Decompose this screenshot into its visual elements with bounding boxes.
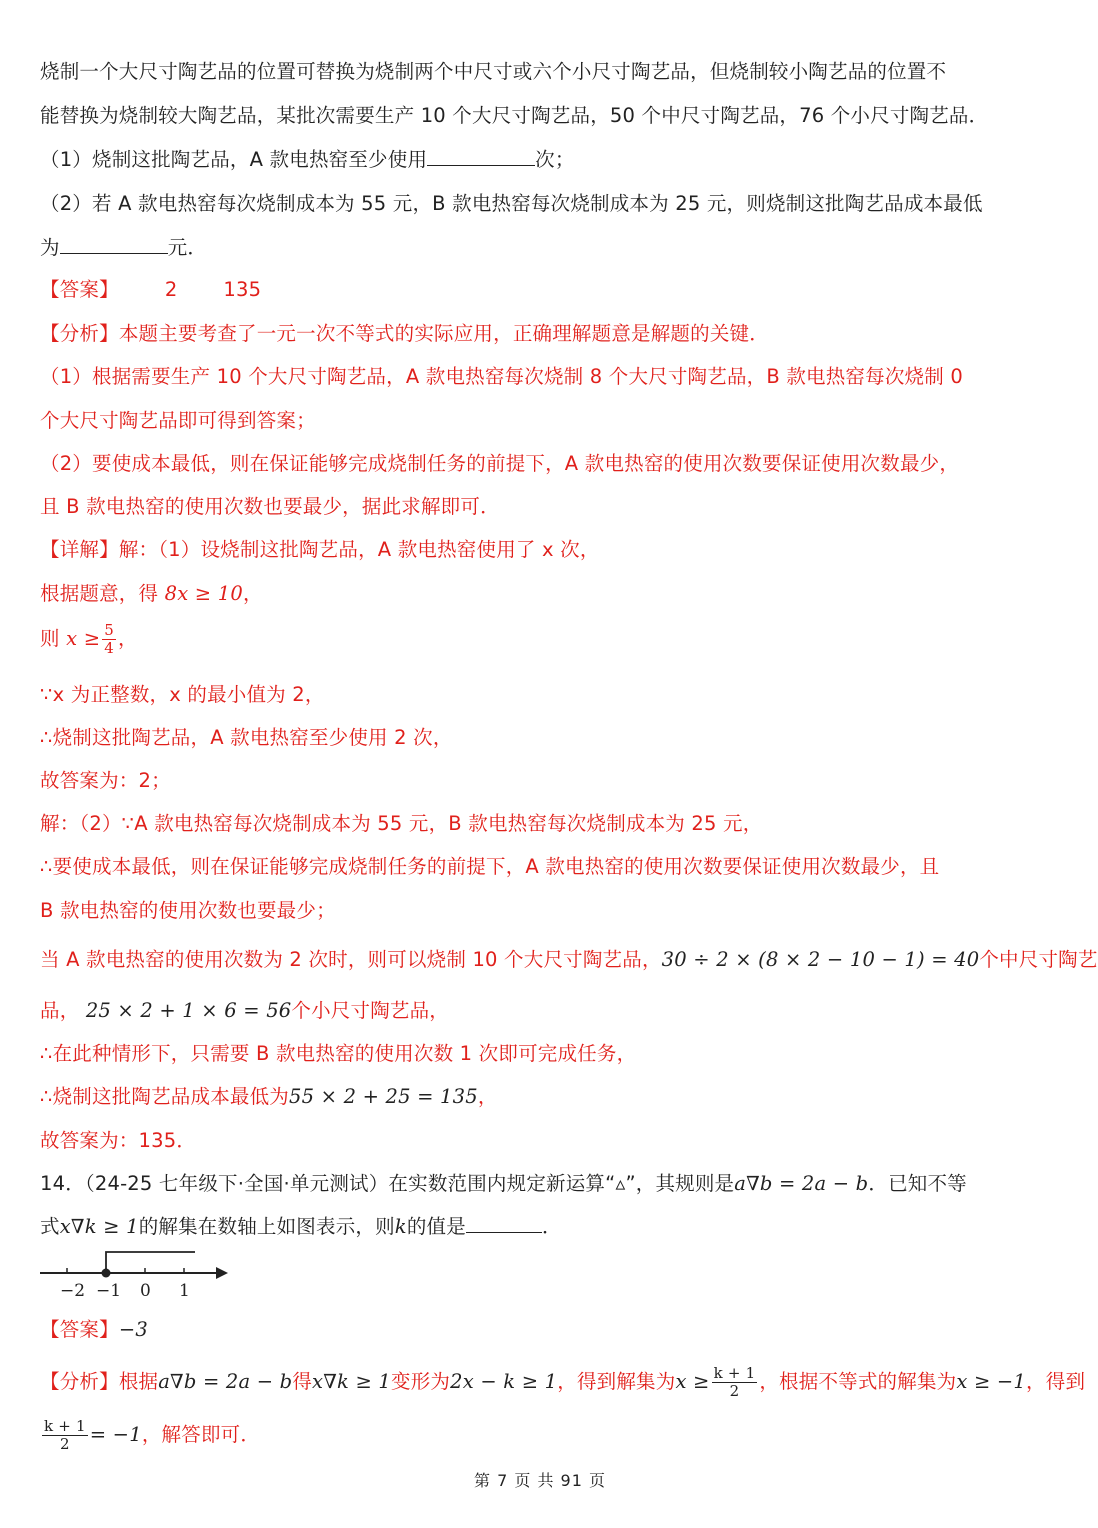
analysis-line: 个大尺寸陶艺品即可得到答案； — [40, 409, 316, 432]
detail-line: 解：（2）∵A 款电热窑每次烧制成本为 55 元，B 款电热窑每次烧制成本为 25 元， — [40, 812, 763, 835]
detail-line: ∴在此种情形下，只需要 B 款电热窑的使用次数 1 次即可完成任务， — [40, 1042, 637, 1065]
answer-line: 【答案】 2 135 — [40, 278, 262, 301]
analysis-line: 【分析】根据a∇b = 2a − b得x∇k ≥ 1变形为2x − k ≥ 1，得到解集为x ≥ $\frac{k + 1}{2}$ ，根据不等式的解集为x ≥ −1，得到 — [40, 1364, 1086, 1400]
detail-line: 【详解】解：（1）设烧制这批陶艺品，A 款电热窑使用了 x 次， — [40, 538, 600, 561]
analysis-line: （2）要使成本最低，则在保证能够完成烧制任务的前提下，A 款电热窑的使用次数要保证使用次数最少， — [40, 452, 960, 475]
solid-point — [102, 1269, 111, 1278]
question-2: （2）若 A 款电热窑每次烧制成本为 55 元，B 款电热窑每次烧制成本为 25 元，则烧制这批陶艺品成本最低 — [40, 192, 983, 215]
axis-arrow — [216, 1267, 228, 1279]
question-2-continued: 为 元． — [40, 236, 208, 259]
problem-14-text: 14．（24-25 七年级下·全国·单元测试）在实数范围内规定新运算“▵”，其规则是a∇b = 2a − b．已知不等 — [40, 1172, 967, 1195]
fraction: $\frac{5}{4}$ — [104, 621, 114, 657]
answer-blank — [427, 147, 535, 166]
detail-line: ∴烧制这批陶艺品，A 款电热窑至少使用 2 次， — [40, 726, 453, 749]
detail-line: 故答案为：135． — [40, 1129, 197, 1152]
tick-label: −2 — [60, 1281, 86, 1301]
answer-blank — [466, 1214, 542, 1233]
detail-line: 故答案为：2； — [40, 769, 171, 792]
detail-line: ∴烧制这批陶艺品成本最低为55 × 2 + 25 = 135， — [40, 1085, 498, 1108]
answer-line: 【答案】−3 — [40, 1318, 148, 1341]
answer-blank — [60, 235, 168, 254]
detail-line: ∵x 为正整数，x 的最小值为 2， — [40, 683, 325, 706]
solution-range-bracket — [106, 1252, 195, 1273]
detail-line: ∴要使成本最低，则在保证能够完成烧制任务的前提下，A 款电热窑的使用次数要保证使用次数最少，且 — [40, 855, 940, 878]
question-1: （1）烧制这批陶艺品，A 款电热窑至少使用 次； — [40, 148, 575, 171]
detail-line: 品， 25 × 2 + 1 × 6 = 56个小尺寸陶艺品， — [40, 999, 450, 1022]
fraction: $\frac{k + 1}{2}$ — [713, 1364, 756, 1400]
analysis-line: 【分析】本题主要考查了一元一次不等式的实际应用，正确理解题意是解题的关键． — [40, 322, 769, 345]
detail-line: 根据题意，得 8x ≥ 10， — [40, 582, 263, 605]
detail-line: 则 x ≥ $\frac{5}{4}$ ， — [40, 621, 138, 657]
tick-label: 1 — [179, 1281, 190, 1301]
number-line-figure — [38, 1246, 238, 1306]
analysis-line: （1）根据需要生产 10 个大尺寸陶艺品，A 款电热窑每次烧制 8 个大尺寸陶艺品，B 款电热窑每次烧制 0 — [40, 365, 963, 388]
detail-line: 当 A 款电热窑的使用次数为 2 次时，则可以烧制 10 个大尺寸陶艺品，30 ÷ 2 × (8 × 2 − 10 − 1) = 40个中尺寸陶艺 — [40, 948, 1098, 971]
math-expression: 8x ≥ 10 — [164, 582, 243, 605]
problem-14-text: 式x∇k ≥ 1的解集在数轴上如图表示，则k的值是 ． — [40, 1215, 562, 1238]
problem-text-line: 能替换为烧制较大陶艺品，某批次需要生产 10 个大尺寸陶艺品，50 个中尺寸陶艺品，76 个小尺寸陶艺品． — [40, 104, 989, 127]
analysis-line: $\frac{k + 1}{2}$ = −1，解答即可． — [44, 1417, 261, 1453]
analysis-line: 且 B 款电热窑的使用次数也要最少，据此求解即可． — [40, 495, 500, 518]
fraction: $\frac{k + 1}{2}$ — [44, 1417, 86, 1453]
tick-label: −1 — [96, 1281, 122, 1301]
problem-text-line: 烧制一个大尺寸陶艺品的位置可替换为烧制两个中尺寸或六个小尺寸陶艺品，但烧制较小陶艺品的位置不 — [40, 60, 947, 83]
detail-line: B 款电热窑的使用次数也要最少； — [40, 899, 336, 922]
page-footer: 第 7 页 共 91 页 — [474, 1471, 606, 1490]
tick-label: 0 — [140, 1281, 151, 1301]
